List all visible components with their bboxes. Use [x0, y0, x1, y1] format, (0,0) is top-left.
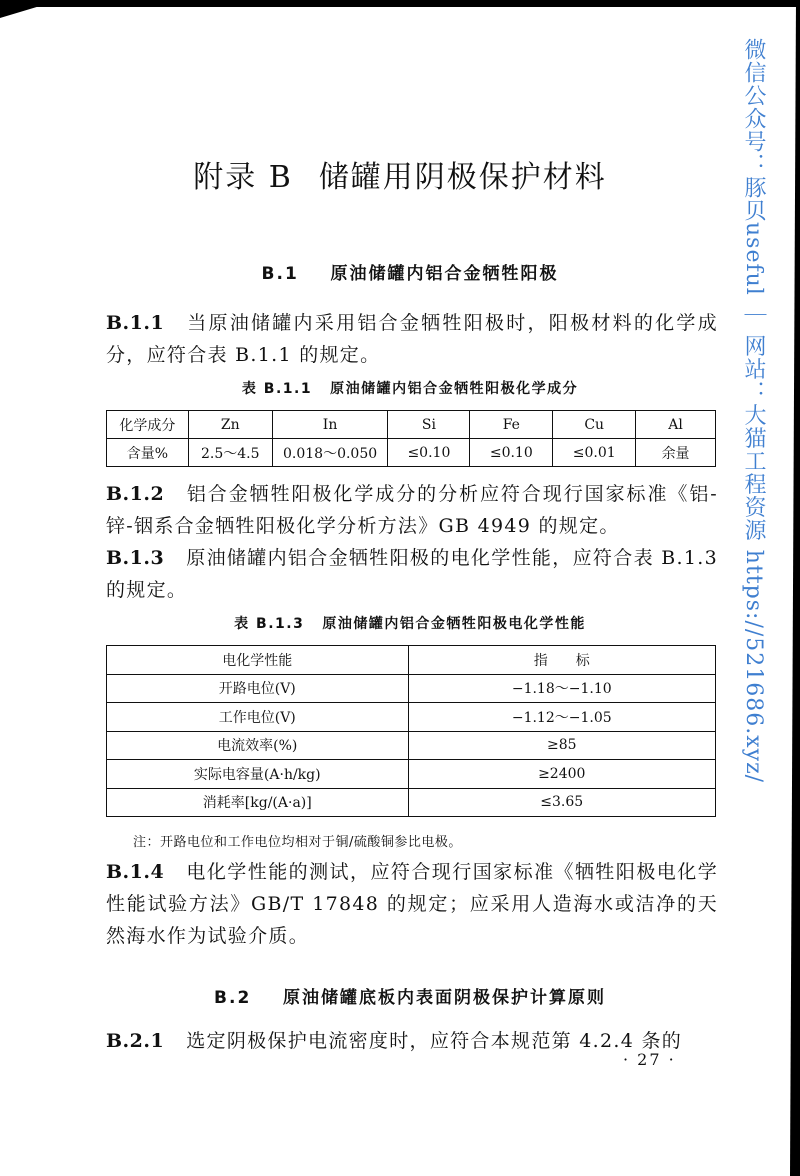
table-cell: ≥2400	[408, 760, 715, 789]
table-row	[107, 760, 716, 789]
table-b11-chemical-composition	[106, 410, 716, 467]
table-row	[107, 731, 716, 760]
table-cell: 化学成分	[107, 411, 189, 439]
table-cell: 工作电位(V)	[107, 703, 409, 732]
table-cell: In	[272, 411, 388, 439]
section-heading-b2	[0, 983, 800, 1008]
clause-b-1-3	[106, 542, 718, 606]
section-heading-b1	[0, 259, 800, 284]
table-cell: −1.18～−1.10	[408, 674, 715, 703]
table-row	[107, 674, 716, 703]
table-caption-b13	[0, 613, 800, 633]
table-cell: 电化学性能	[107, 646, 409, 675]
table-caption-text: 原油储罐内铝合金牺牲阳极电化学性能	[322, 616, 586, 632]
clause-text: 当原油储罐内采用铝合金牺牲阳极时，阳极材料的化学成分，应符合表 B.1.1 的规定。	[106, 312, 718, 366]
table-cell: 0.018～0.050	[272, 439, 388, 467]
clause-number: B.1.3	[106, 547, 165, 569]
table-cell: 消耗率[kg/(A·a)]	[107, 788, 409, 817]
table-caption-text: 原油储罐内铝合金牺牲阳极化学成分	[330, 381, 579, 397]
clause-text: 电化学性能的测试，应符合现行国家标准《牺牲阳极电化学性能试验方法》GB/T 17848 的规定；应采用人造海水或洁净的天然海水作为试验介质。	[106, 861, 718, 947]
table-cell: 余量	[636, 439, 716, 467]
table-cell: 电流效率(%)	[107, 731, 409, 760]
scan-border-top	[0, 0, 800, 7]
table-cell: 实际电容量(A·h/kg)	[107, 760, 409, 789]
table-cell: 2.5～4.5	[188, 439, 272, 467]
table-caption-b11	[0, 378, 800, 398]
table-header-row	[107, 411, 716, 439]
clause-number: B.1.1	[106, 312, 165, 334]
clause-b-1-1	[106, 307, 718, 371]
table-cell: −1.12～−1.05	[408, 703, 715, 732]
section-number: B.1	[261, 264, 299, 284]
table-cell: Al	[636, 411, 716, 439]
table-cell: ≤0.10	[388, 439, 470, 467]
table-cell: 含量%	[107, 439, 189, 467]
appendix-title-text: 储罐用阴极保护材料	[318, 160, 607, 195]
table-cell: ≤0.01	[553, 439, 636, 467]
table-cell: 指 标	[408, 646, 715, 675]
clause-number: B.1.2	[106, 483, 165, 505]
table-cell: 开路电位(V)	[107, 674, 409, 703]
scan-border-corner	[0, 0, 60, 18]
watermark: 微信公众号：豚贝useful ｜ 网站：大猫工程资源 https://521686.xyz/	[741, 38, 766, 784]
table-number: 表 B.1.1	[241, 381, 313, 397]
appendix-title	[0, 152, 800, 196]
section-number: B.2	[214, 988, 252, 1008]
table-row	[107, 439, 716, 467]
table-row	[107, 788, 716, 817]
table-header-row	[107, 646, 716, 675]
table-number: 表 B.1.3	[234, 616, 305, 632]
table-cell: Si	[388, 411, 470, 439]
clause-b-1-4	[106, 856, 718, 952]
section-title: 原油储罐底板内表面阴极保护计算原则	[282, 988, 606, 1008]
clause-text: 原油储罐内铝合金牺牲阳极的电化学性能，应符合表 B.1.3的规定。	[106, 547, 718, 601]
table-note: 注：开路电位和工作电位均相对于铜/硫酸铜参比电极。	[133, 835, 462, 850]
section-title: 原油储罐内铝合金牺牲阳极	[330, 264, 559, 284]
table-cell: ≥85	[408, 731, 715, 760]
clause-b-1-2	[106, 478, 718, 542]
clause-number: B.1.4	[106, 861, 165, 883]
page-number: · 27 ·	[623, 1050, 676, 1069]
appendix-label: 附录 B	[193, 160, 293, 195]
table-cell: ≤0.10	[470, 439, 553, 467]
table-cell: Fe	[470, 411, 553, 439]
table-cell: Zn	[188, 411, 272, 439]
table-cell: Cu	[553, 411, 636, 439]
clause-number: B.2.1	[106, 1030, 165, 1052]
table-row	[107, 703, 716, 732]
table-cell: ≤3.65	[408, 788, 715, 817]
clause-text: 选定阴极保护电流密度时，应符合本规范第 4.2.4 条的	[186, 1030, 683, 1052]
clause-text: 铝合金牺牲阳极化学成分的分析应符合现行国家标准《铝-锌-铟系合金牺牲阳极化学分析方法》GB 4949 的规定。	[106, 483, 718, 537]
table-b13-electrochemical-performance	[106, 645, 716, 817]
